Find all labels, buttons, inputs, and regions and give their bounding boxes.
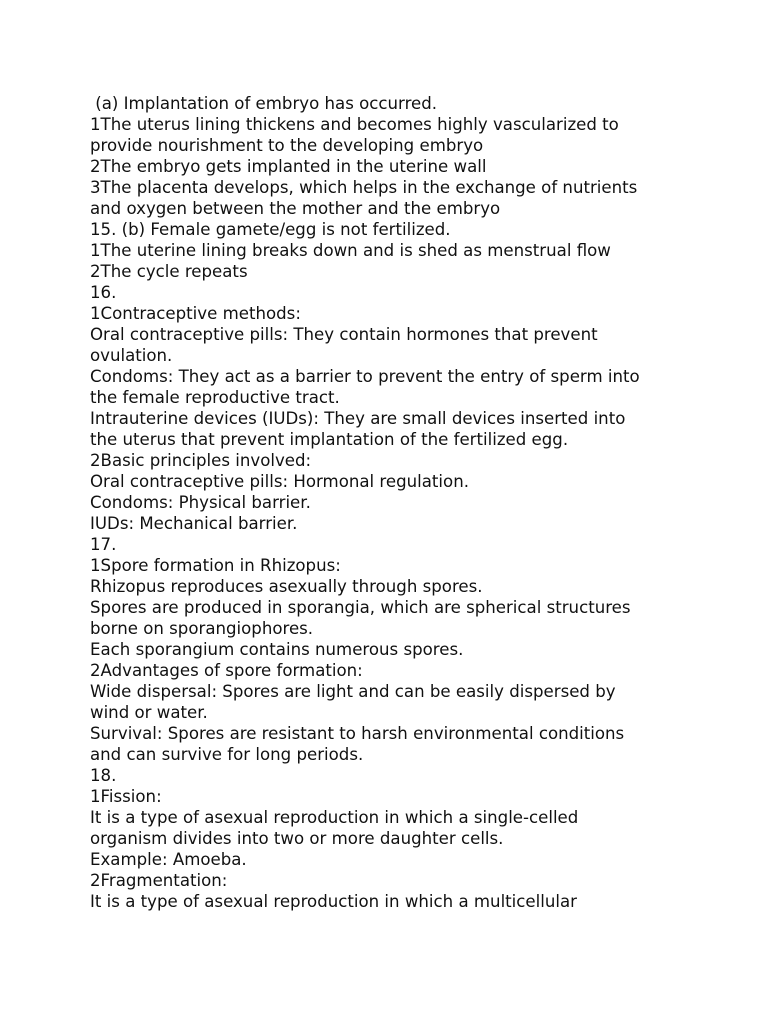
text-line: 17. <box>90 535 117 554</box>
text-line: wind or water. <box>90 703 208 722</box>
text-line: It is a type of asexual reproduction in which a single-celled <box>90 808 579 827</box>
text-line: Intrauterine devices (IUDs): They are small devices inserted into <box>90 409 626 428</box>
text-line: the female reproductive tract. <box>90 388 340 407</box>
text-line: Wide dispersal: Spores are light and can be easily dispersed by <box>90 682 616 701</box>
text-line: (a) Implantation of embryo has occurred. <box>90 94 438 113</box>
text-line: Oral contraceptive pills: Hormonal regulation. <box>90 472 469 491</box>
text-line: 1Contraceptive methods: <box>90 304 301 323</box>
text-line: Condoms: Physical barrier. <box>90 493 311 512</box>
text-line: Condoms: They act as a barrier to prevent the entry of sperm into <box>90 367 640 386</box>
text-line: Each sporangium contains numerous spores. <box>90 640 464 659</box>
text-line: 2Basic principles involved: <box>90 451 312 470</box>
text-line: Spores are produced in sporangia, which are spherical structures <box>90 598 631 617</box>
text-line: Oral contraceptive pills: They contain hormones that prevent <box>90 325 598 344</box>
text-line: 2The embryo gets implanted in the uterine wall <box>90 157 487 176</box>
text-line: ovulation. <box>90 346 173 365</box>
text-line: borne on sporangiophores. <box>90 619 314 638</box>
text-line: and can survive for long periods. <box>90 745 364 764</box>
text-line: Example: Amoeba. <box>90 850 247 869</box>
text-line: 1The uterine lining breaks down and is shed as menstrual flow <box>90 241 611 260</box>
text-line: 1Fission: <box>90 787 162 806</box>
text-line: provide nourishment to the developing embryo <box>90 136 484 155</box>
text-line: organism divides into two or more daughter cells. <box>90 829 504 848</box>
text-line: 2The cycle repeats <box>90 262 248 281</box>
text-line: It is a type of asexual reproduction in which a multicellular <box>90 892 577 911</box>
text-line: 18. <box>90 766 117 785</box>
text-line: 2Advantages of spore formation: <box>90 661 363 680</box>
text-line: IUDs: Mechanical barrier. <box>90 514 298 533</box>
text-line: 16. <box>90 283 117 302</box>
text-line: and oxygen between the mother and the embryo <box>90 199 501 218</box>
text-line: 3The placenta develops, which helps in the exchange of nutrients <box>90 178 638 197</box>
text-line: the uterus that prevent implantation of the fertilized egg. <box>90 430 569 449</box>
text-line: Survival: Spores are resistant to harsh environmental conditions <box>90 724 625 743</box>
text-line: 1Spore formation in Rhizopus: <box>90 556 341 575</box>
text-line: 1The uterus lining thickens and becomes highly vascularized to <box>90 115 619 134</box>
text-line: Rhizopus reproduces asexually through spores. <box>90 577 483 596</box>
document-text <box>90 93 760 912</box>
text-line: 15. (b) Female gamete/egg is not fertilized. <box>90 220 451 239</box>
text-line: 2Fragmentation: <box>90 871 228 890</box>
